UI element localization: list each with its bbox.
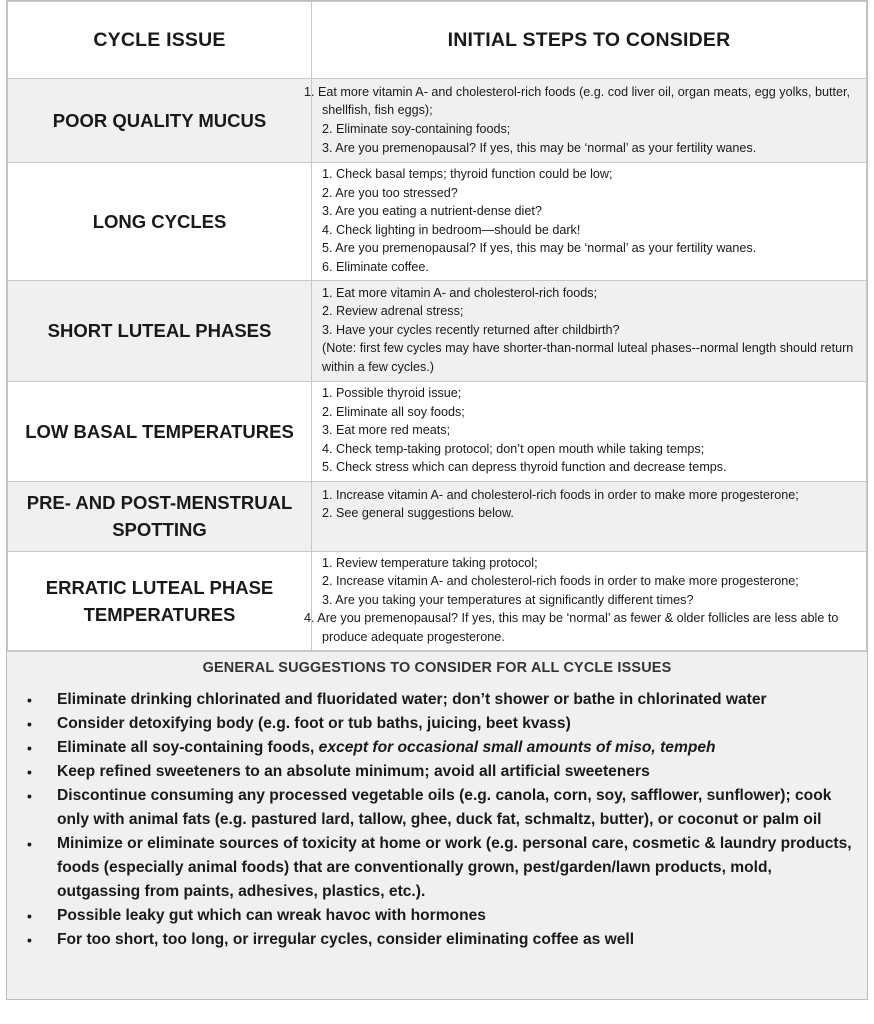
step-item: 3. Are you premenopausal? If yes, this may be ‘normal’ as your fertility wanes. bbox=[322, 140, 757, 155]
step-item: 2. Are you too stressed? bbox=[322, 185, 458, 200]
step-item: 5. Are you premenopausal? If yes, this may be ‘normal’ as your fertility wanes. bbox=[322, 241, 757, 256]
header-cycle-issue: CYCLE ISSUE bbox=[8, 2, 312, 79]
cycle-issues-table bbox=[7, 1, 867, 651]
step-item: 1. Review temperature taking protocol; bbox=[322, 555, 538, 570]
list-item: • Eliminate all soy-containing foods, except for occasional small amounts of miso, tempeh bbox=[57, 736, 853, 760]
step-item: 3. Eat more red meats; bbox=[322, 423, 451, 438]
bullet-icon: • bbox=[27, 739, 32, 756]
steps-cell bbox=[312, 163, 867, 281]
table-row bbox=[8, 381, 867, 481]
issue-cell: POOR QUALITY MUCUS bbox=[8, 79, 312, 163]
general-suggestions-section bbox=[7, 651, 867, 999]
issue-cell: LOW BASAL TEMPERATURES bbox=[8, 381, 312, 481]
step-item: 4. Check temp-taking protocol; don’t open mouth while taking temps; bbox=[322, 441, 705, 456]
issue-cell: LONG CYCLES bbox=[8, 163, 312, 281]
step-item: 1. Possible thyroid issue; bbox=[322, 386, 462, 401]
general-suggestions-list bbox=[7, 688, 867, 952]
step-item: 1. Eat more vitamin A- and cholesterol-rich foods; bbox=[322, 285, 598, 300]
issue-cell: PRE- AND POST-MENSTRUAL SPOTTING bbox=[8, 481, 312, 551]
list-item: • Eliminate drinking chlorinated and fluoridated water; don’t shower or bathe in chlorinated water bbox=[57, 688, 853, 712]
bullet-icon: • bbox=[27, 691, 32, 708]
list-item: • Possible leaky gut which can wreak havoc with hormones bbox=[57, 904, 853, 928]
bullet-icon: • bbox=[27, 715, 32, 732]
step-item: 3. Have your cycles recently returned after childbirth? bbox=[322, 322, 620, 337]
steps-cell bbox=[304, 551, 867, 650]
bullet-icon: • bbox=[27, 763, 32, 780]
table-row bbox=[8, 280, 867, 381]
table-row bbox=[8, 481, 867, 551]
step-item: 2. Eliminate soy-containing foods; bbox=[322, 122, 511, 136]
step-item: 2. Increase vitamin A- and cholesterol-rich foods in order to make more progesterone; bbox=[322, 574, 799, 589]
step-item: 3. Are you taking your temperatures at significantly different times? bbox=[322, 592, 694, 607]
steps-cell bbox=[312, 280, 867, 381]
table-header-row bbox=[8, 2, 867, 79]
table-row bbox=[8, 163, 867, 281]
header-initial-steps: INITIAL STEPS TO CONSIDER bbox=[312, 2, 867, 79]
step-item: 1. Increase vitamin A- and cholesterol-rich foods in order to make more progesterone; bbox=[322, 487, 799, 502]
step-item: 2. Review adrenal stress; bbox=[322, 304, 464, 319]
bullet-icon: • bbox=[27, 835, 32, 852]
list-item: • Discontinue consuming any processed vegetable oils (e.g. canola, corn, soy, safflower, sunflower); cook only with animal fats (e.g. pastured lard, tallow, ghee, duck fat, schmaltz, butter), or coconut or palm oil bbox=[57, 784, 853, 832]
step-item: 4. Check lighting in bedroom—should be dark! bbox=[322, 222, 581, 237]
step-item: 1. Check basal temps; thyroid function could be low; bbox=[322, 167, 613, 181]
step-item: 2. Eliminate all soy foods; bbox=[322, 404, 465, 419]
steps-cell bbox=[304, 79, 867, 163]
bullet-icon: • bbox=[27, 931, 32, 948]
issue-cell: SHORT LUTEAL PHASES bbox=[8, 280, 312, 381]
step-item: 3. Are you eating a nutrient-dense diet? bbox=[322, 204, 542, 219]
issue-cell: ERRATIC LUTEAL PHASE TEMPERATURES bbox=[8, 551, 312, 650]
step-item: 5. Check stress which can depress thyroid function and decrease temps. bbox=[322, 460, 727, 475]
cycle-issues-document bbox=[6, 0, 868, 1000]
list-item: • Keep refined sweeteners to an absolute minimum; avoid all artificial sweeteners bbox=[57, 760, 853, 784]
step-item: 4. Are you premenopausal? If yes, this may be ‘normal’ as fewer & older follicles are less able to produce adequate progesterone. bbox=[304, 611, 839, 644]
list-item: • Consider detoxifying body (e.g. foot or tub baths, juicing, beet kvass) bbox=[57, 712, 853, 736]
step-item: 1. Eat more vitamin A- and cholesterol-rich foods (e.g. cod liver oil, organ meats, egg yolks, butter, shellfish, fish eggs); bbox=[304, 84, 850, 118]
general-suggestions-title: GENERAL SUGGESTIONS TO CONSIDER FOR ALL CYCLE ISSUES bbox=[202, 659, 672, 676]
list-item: • For too short, too long, or irregular cycles, consider eliminating coffee as well bbox=[57, 928, 853, 952]
bullet-icon: • bbox=[27, 787, 32, 804]
steps-cell bbox=[312, 381, 867, 481]
list-item: • Minimize or eliminate sources of toxicity at home or work (e.g. personal care, cosmetic & laundry products, foods (especially animal foods) that are conventionally grown, pest/garden/lawn products, mold, outgassing from paints, adhesives, plastics, etc.). bbox=[57, 832, 853, 904]
italic-exception: except for occasional small amounts of miso, tempeh bbox=[318, 738, 716, 756]
step-item: 6. Eliminate coffee. bbox=[322, 259, 429, 274]
steps-cell bbox=[312, 481, 867, 551]
table-row bbox=[8, 551, 867, 650]
bullet-icon: • bbox=[27, 907, 32, 924]
step-item: (Note: first few cycles may have shorter-than-normal luteal phases--normal length should return within a few cycles.) bbox=[322, 341, 854, 374]
table-row bbox=[8, 79, 867, 163]
step-item: 2. See general suggestions below. bbox=[322, 506, 514, 521]
